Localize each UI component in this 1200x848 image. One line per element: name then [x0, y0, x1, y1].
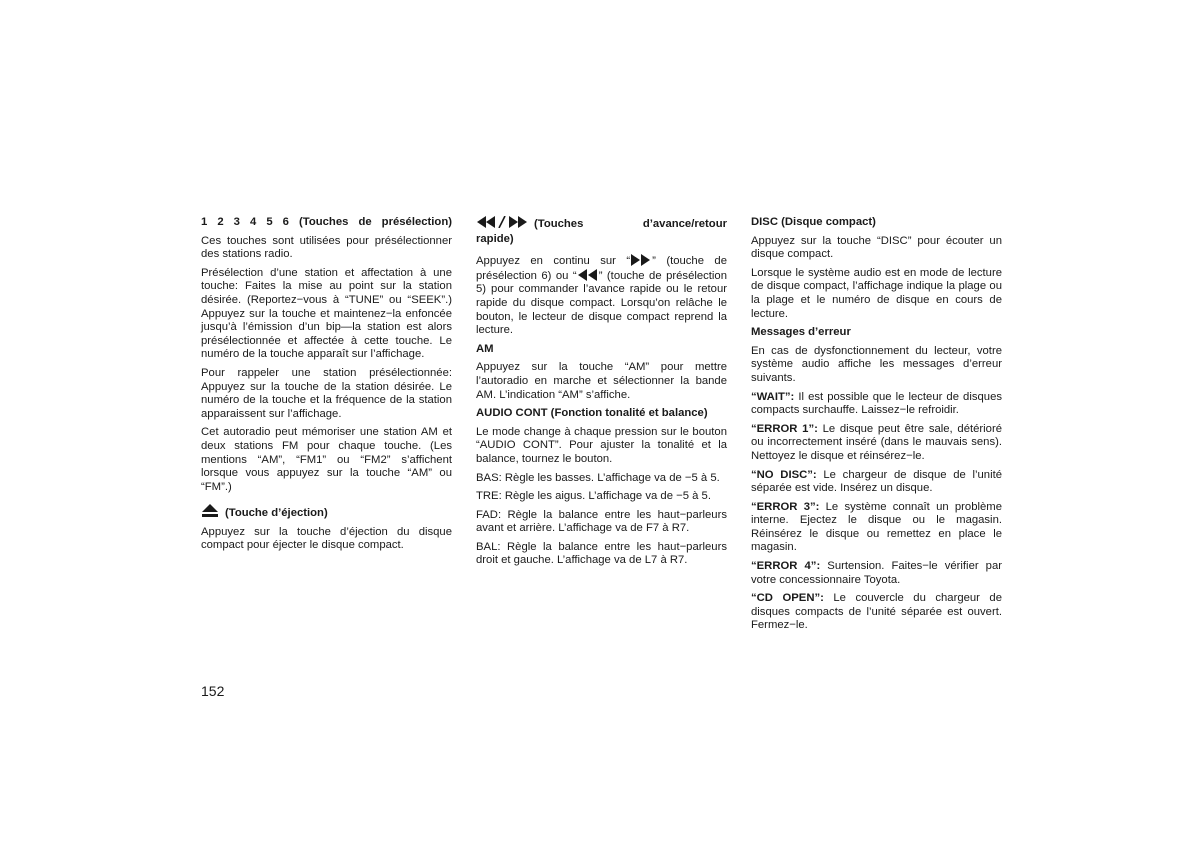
error-3-text: Le système connaît un problème interne. Ejectez le disque ou le magasin. Réinsérez le disque ou remettez en place le magasin. — [751, 500, 1002, 554]
errors-intro: En cas de dysfonctionnement du lecteur, votre système audio affiche les messages d’erreur suivants. — [751, 344, 1002, 384]
preset-paragraph-4: Cet autoradio peut mémoriser une station AM et deux stations FM pour chaque touche. (Les mentions “AM”, “FM1” ou “FM2” s’affichent lorsque vous appuyez sur la touche “AM” ou “FM”.) — [201, 426, 452, 493]
error-4 — [751, 560, 1002, 587]
preset-paragraph-1: Ces touches sont utilisées pour présélectionner des stations radio. — [201, 234, 452, 261]
error-1 — [751, 423, 1002, 464]
disc-heading: DISC (Disque compact) — [751, 216, 876, 228]
page-number: 152 — [201, 683, 225, 699]
error-4-text: Surtension. Faites−le vérifier par votre concessionnaire Toyota. — [751, 560, 1003, 586]
am-paragraph: Appuyez sur la touche “AM” pour mettre l’autoradio en marche et sélectionner la bande AM. L’indication “AM” s’affiche. — [476, 361, 727, 401]
bas-paragraph: BAS: Règle les basses. L’affichage va de −5 à 5. — [476, 471, 720, 484]
fad-paragraph: FAD: Règle la balance entre les haut−parleurs avant et arrière. L’affichage va de F7 à R7. — [476, 508, 727, 535]
bal-paragraph: BAL: Règle la balance entre les haut−parleurs droit et gauche. L’affichage va de L7 à R7. — [476, 540, 727, 567]
preset-paragraph-3: Pour rappeler une station présélectionnée: Appuyez sur la touche de la station désirée. Le numéro de la touche et la fréquence de la station apparaissent sur l’affichage. — [201, 366, 452, 420]
error-no-disc — [751, 469, 1002, 496]
error-4-label: “ERROR 4”: — [751, 560, 821, 573]
disc-paragraph-2: Lorsque le système audio est en mode de lecture de disque compact, l’affichage indique la plage ou la plage et le numéro de disque en cours de lecture. — [751, 266, 1002, 320]
eject-icon — [201, 504, 219, 518]
column-3 — [751, 216, 1002, 638]
error-1-text: Le disque peut être sale, détérioré ou incorrectement inséré (dans le mauvais sens). Nettoyez le disque et réinsérez−le. — [751, 422, 1002, 462]
rewind-forward-icons — [476, 216, 528, 233]
eject-heading — [201, 504, 452, 521]
ffrw-paragraph — [476, 254, 727, 338]
error-wait-text: Il est possible que le lecteur de disques compacts surchauffe. Laissez−le refroidir. — [751, 390, 1002, 417]
audio-cont-paragraph: Le mode change à chaque pression sur le bouton “AUDIO CONT”. Pour ajuster la tonalité et la balance, tournez le bouton. — [476, 425, 727, 465]
error-wait — [751, 391, 1002, 418]
eject-heading-label: (Touche d’éjection) — [225, 507, 328, 520]
error-3-label: “ERROR 3”: — [751, 500, 820, 513]
ffrw-text-c: ” (touche de présélection 5) pour commander l’avance rapide ou le retour rapide du disque compact. Lorsqu’on relâche le bouton, le lecteur de disque compact reprend la lecture. — [476, 269, 728, 337]
errors-heading: Messages d’erreur — [751, 326, 851, 339]
error-no-disc-text: Le chargeur de disque de l’unité séparée est vide. Insérez un disque. — [751, 468, 1002, 495]
am-heading: AM — [476, 342, 494, 355]
ffrw-heading-label: (Touches d’avance/retour rapide) — [476, 218, 727, 245]
rewind-icon — [577, 269, 599, 281]
preset-paragraph-2: Présélection d’une station et affectation à une touche: Faites la mise au point sur la station désirée. (Reportez−vous à “TUNE” ou “SEEK”.) Appuyez sur la touche et maintenez−la enfoncée jusqu’à l’émission d’un bip—la station est alors présélectionnée et affectée à cette touche. Le numéro de la touche apparaît sur l’affichage. — [201, 266, 452, 361]
error-wait-label: “WAIT”: — [751, 390, 795, 403]
rewind-icon — [476, 216, 528, 228]
preset-heading: 1 2 3 4 5 6 (Touches de présélection) — [201, 216, 452, 228]
error-no-disc-label: “NO DISC”: — [751, 468, 817, 481]
audio-cont-heading: AUDIO CONT (Fonction tonalité et balance) — [476, 407, 708, 420]
fast-forward-icon — [630, 254, 652, 266]
error-1-label: “ERROR 1”: — [751, 422, 818, 435]
eject-paragraph: Appuyez sur la touche d’éjection du disque compact pour éjecter le disque compact. — [201, 525, 452, 552]
ffrw-heading — [476, 216, 727, 246]
ffrw-text-a: Appuyez en continu sur “ — [476, 255, 631, 268]
column-1 — [201, 216, 452, 558]
ffrw-text-b: ” (touche de présélection 6) ou “ — [476, 255, 727, 282]
error-cd-open-label: “CD OPEN”: — [751, 592, 824, 605]
column-2 — [476, 216, 727, 573]
error-3 — [751, 501, 1002, 555]
tre-paragraph: TRE: Règle les aigus. L’affichage va de −5 à 5. — [476, 490, 711, 503]
disc-paragraph-1: Appuyez sur la touche “DISC” pour écouter un disque compact. — [751, 234, 1002, 261]
error-cd-open — [751, 592, 1002, 633]
error-cd-open-text: Le couvercle du chargeur de disques compacts de l’unité séparée est ouvert. Fermez−le. — [751, 592, 1002, 632]
